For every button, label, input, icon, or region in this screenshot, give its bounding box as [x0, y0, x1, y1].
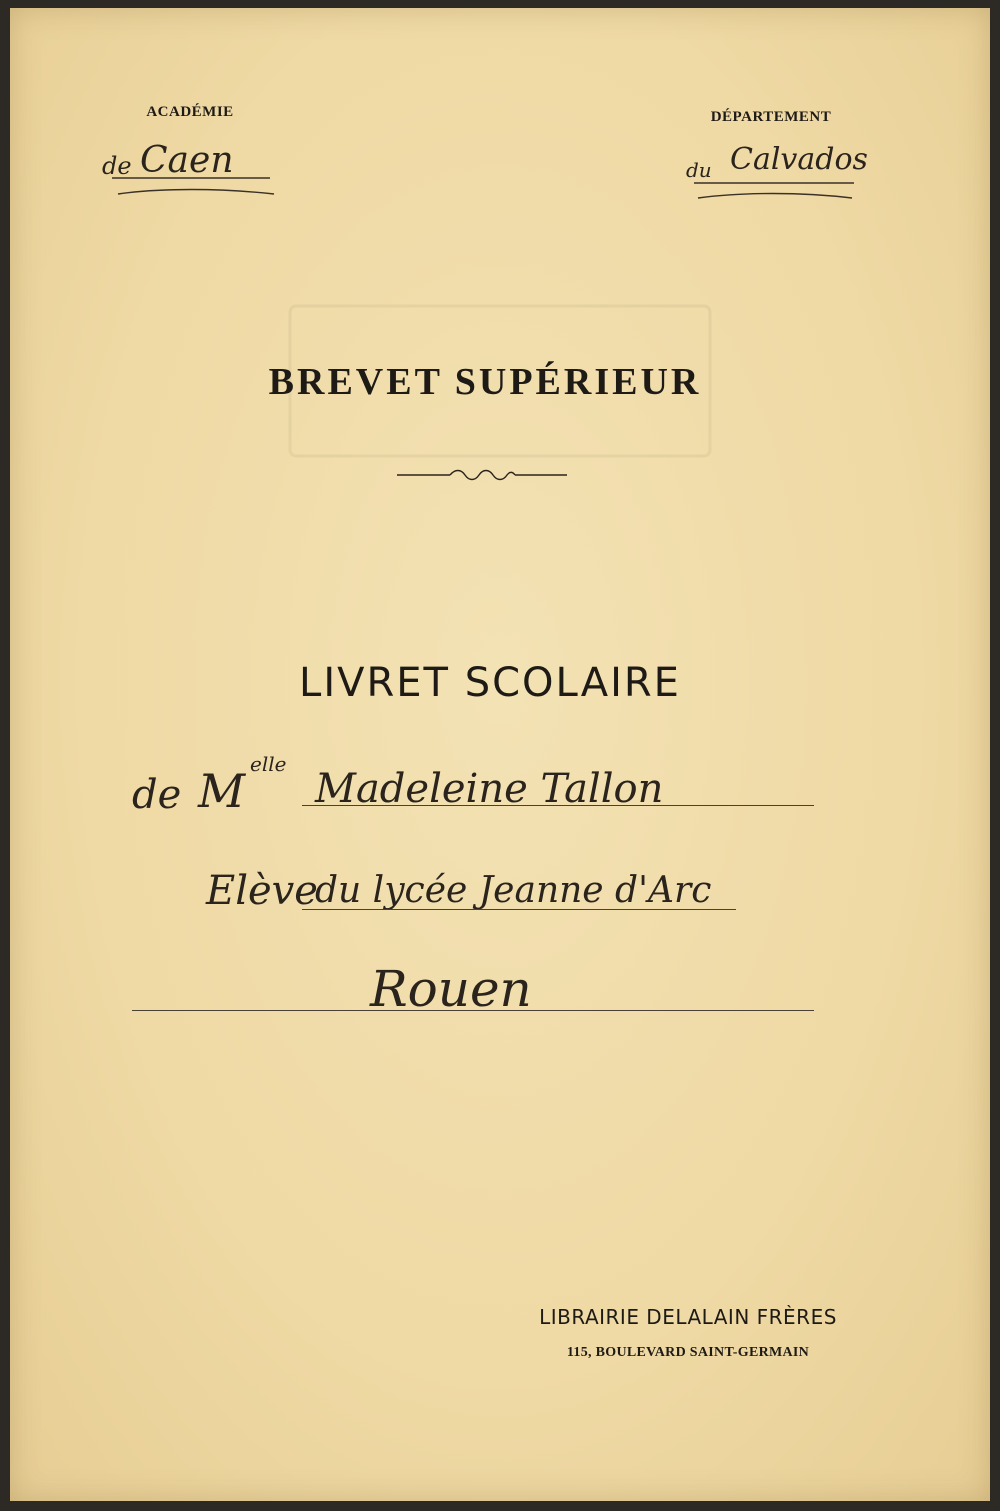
student-prefix-de: de: [132, 772, 182, 818]
departement-prefix: du: [686, 158, 712, 182]
publisher-name: LIBRAIRIE DELALAIN FRÈRES: [539, 1305, 837, 1329]
school-name-rule: [302, 909, 736, 910]
academie-prefix: de: [102, 152, 132, 180]
booklet-cover: [10, 8, 990, 1501]
school-name: du lycée Jeanne d'Arc: [315, 870, 712, 911]
academie-underline: [110, 174, 280, 204]
student-title-superscript: elle: [250, 752, 287, 776]
eleve-prefix: Elève: [206, 868, 318, 914]
ornament-divider: [395, 463, 570, 487]
student-name-rule: [302, 805, 814, 806]
student-title-prefix: M: [198, 764, 246, 818]
brevet-title: BREVET SUPÉRIEUR: [268, 361, 702, 403]
city-name: Rouen: [370, 960, 532, 1018]
student-name: Madeleine Tallon: [315, 766, 664, 812]
academie-label: ACADÉMIE: [146, 104, 234, 120]
departement-underline: [692, 180, 862, 210]
publisher-address: 115, BOULEVARD SAINT-GERMAIN: [566, 1345, 810, 1360]
livret-title: LIVRET SCOLAIRE: [299, 660, 681, 706]
city-name-rule: [132, 1010, 814, 1011]
departement-label: DÉPARTEMENT: [710, 109, 832, 125]
academie-value: Caen: [140, 140, 234, 181]
departement-value: Calvados: [730, 142, 868, 177]
